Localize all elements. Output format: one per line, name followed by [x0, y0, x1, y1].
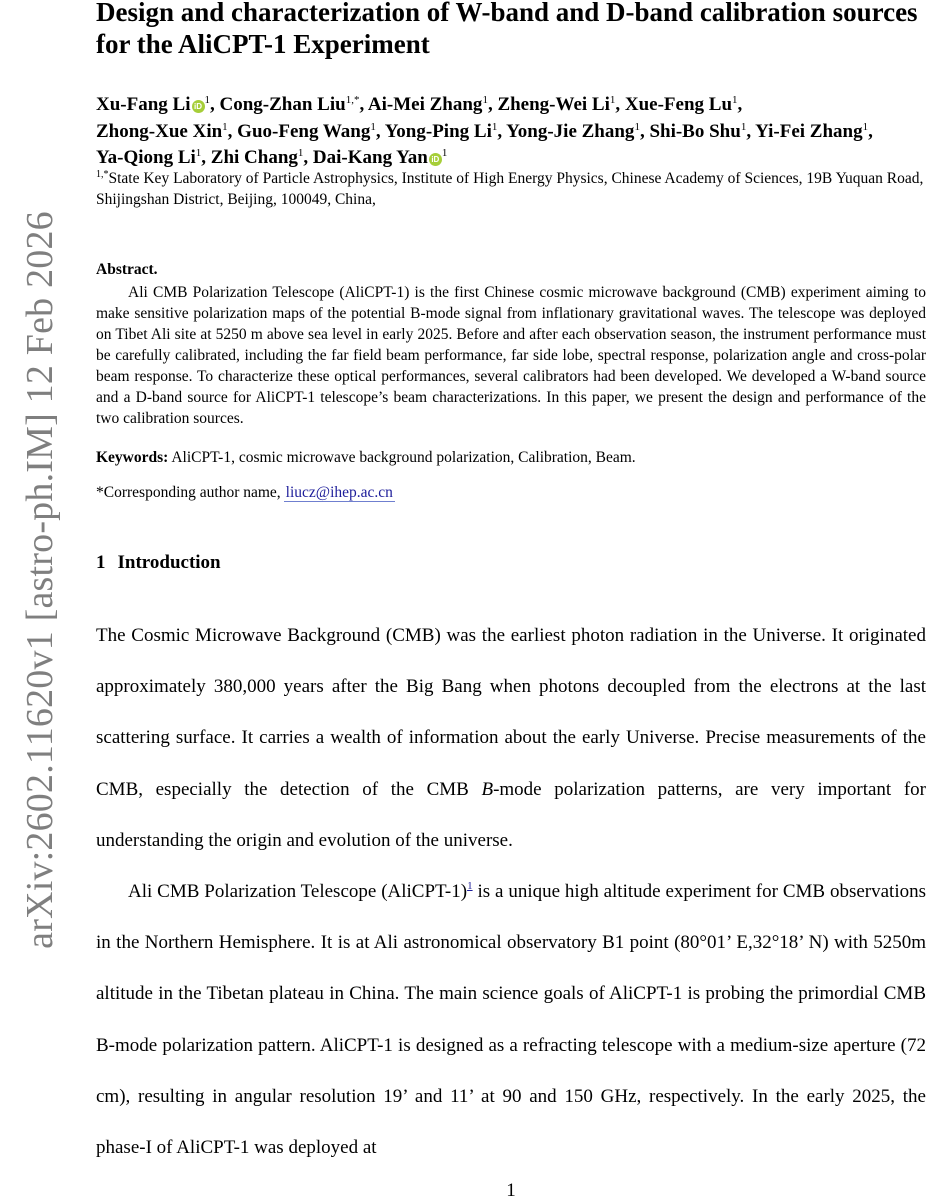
orcid-icon[interactable]: iD [192, 100, 205, 113]
affiliation-sup: 1,* [96, 169, 109, 180]
abstract-heading: Abstract. [96, 261, 158, 278]
author-affiliation-sup: 1 [609, 94, 616, 106]
author [96, 121, 228, 142]
paragraph-text: The Cosmic Microwave Background (CMB) was the earliest photon radiation in the Universe. It originated approximately 380,000 years after the Big Bang when photons decoupled from the electrons at the last scattering surface. It carries a wealth of information about the early Universe. Precise measurements of the CMB, especially the detection of the CMB [96, 625, 926, 800]
author [497, 94, 615, 115]
author-name: Dai-Kang Yan [312, 147, 428, 168]
author-name: Shi-Bo Shu [649, 120, 741, 142]
author-name: Guo-Feng Wang [237, 120, 371, 142]
author-name: Yong-Jie Zhang [506, 120, 635, 142]
arxiv-identifier-stamp: arXiv:2602.11620v1 [astro-ph.IM] 12 Feb 2026 [19, 211, 61, 949]
paragraph [96, 610, 926, 866]
author-affiliation-sup: 1 [441, 147, 448, 159]
paragraph-text: Ali CMB Polarization Telescope (AliCPT-1) [128, 881, 468, 903]
keywords-label: Keywords: [96, 449, 169, 466]
author-affiliation-sup: 1 [634, 120, 640, 133]
abstract-text: Ali CMB Polarization Telescope (AliCPT-1) is the first Chinese cosmic microwave background (CMB) experiment aiming to make sensitive polarization maps of the potential B-mode signal from inflationary gravitational waves. The telescope was deployed on Tibet Ali site at 5250 m above sea level in early 2025. Before and after each observation season, the instrument performance must be carefully calibrated, including the far field beam performance, far side lobe, spectral response, polarization angle and cross-polar beam response. To characterize these optical performances, several calibrators had been developed. We developed a W-band source and a D-band source for AliCPT-1 telescope’s beam characterizations. In this paper, we present the design and performance of the two calibration sources. [96, 284, 926, 427]
section-number: 1 [96, 552, 106, 573]
author-affiliation-sup: 1 [482, 94, 488, 106]
author [755, 121, 868, 142]
keywords-text: AliCPT-1, cosmic microwave background polarization, Calibration, Beam. [171, 449, 636, 466]
corresponding-author [96, 482, 926, 503]
author-name: Ya-Qiong Li [96, 147, 196, 168]
author-name: Zheng-Wei Li [497, 94, 610, 115]
section-title: Introduction [117, 552, 221, 573]
paragraph-text: -mode polarization patterns, are very important for understanding the origin and evolution of the universe. [96, 778, 926, 851]
author [220, 94, 360, 115]
author-affiliation-sup: 1 [740, 120, 747, 133]
author-name: Yong-Ping Li [384, 120, 492, 142]
page-number: 1 [506, 1180, 516, 1201]
corresponding-label: *Corresponding author name, [96, 484, 281, 501]
author-name: Zhong-Xue Xin [96, 120, 223, 142]
author-affiliation-sup: 1 [370, 120, 376, 133]
author [506, 121, 640, 142]
author-affiliation-sup: 1,* [345, 94, 360, 106]
paragraph-text: is a unique high altitude experiment for CMB observations in the Northern Hemisphere. It is at Ali astronomical observatory B1 point (80°01’ E,32°18’ N) with 5250m altitude in the Tibetan plateau in China. The main science goals of AliCPT-1 is probing the primordial CMB B-mode polarization pattern. AliCPT-1 is designed as a refracting telescope with a medium-size aperture (72 cm), resulting in angular resolution 19’ and 11’ at 90 and 150 GHz, respectively. In the early 2025, the phase-I of AliCPT-1 was deployed at [96, 881, 927, 1159]
author-affiliation-sup: 1 [222, 120, 228, 133]
author [368, 94, 488, 115]
paragraph-italic: B [481, 778, 494, 800]
author-name: Xue-Feng Lu [624, 94, 733, 115]
author [237, 121, 376, 142]
author [385, 121, 498, 142]
author-affiliation-sup: 1 [195, 147, 202, 159]
corresponding-email-link[interactable]: liucz@ihep.ac.cn [285, 484, 393, 501]
orcid-icon[interactable]: iD [429, 153, 442, 166]
author-affiliation-sup: 1 [491, 120, 498, 133]
author-list: Xu-Fang Li $iD^1$, Cong-Zhan Liu$^{1,*}$, Ai-Mei Zhang$^1$, Zheng-Wei Li$^1$, Xue-Feng Lu$^1$, Zhong-Xue Xin$^1$, Guo-Feng Wang$^1$, Yong-Ping Li$^1$, Yong-Jie Zhang$^1$, Shi-Bo Shu$^1$, Yi-Fei Zhang$^1$, Ya-Qiong Li$^1$, Zhi Chang$^1$, Dai-Kang Yan $iD^1$ [96, 94, 873, 168]
section-heading [96, 552, 221, 574]
paragraph [96, 866, 926, 1173]
author-name: Yi-Fei Zhang [755, 120, 863, 142]
author [96, 94, 210, 115]
body-text [96, 610, 926, 1173]
author-affiliation-sup: 1 [297, 147, 304, 159]
keywords [96, 447, 926, 468]
affiliation [96, 168, 926, 210]
author-name: Cong-Zhan Liu [219, 94, 346, 115]
author [96, 147, 201, 168]
author [211, 147, 304, 168]
author-name: Ai-Mei Zhang [367, 94, 483, 115]
author-name: Xu-Fang Li [96, 94, 191, 115]
author-affiliation-sup: 1 [732, 94, 738, 106]
author [649, 121, 746, 142]
paper-title: Design and characterization of W-band and D-band calibration sources for the AliCPT-1 Experiment [96, 0, 918, 59]
author-name: Zhi Chang [210, 147, 298, 168]
author-affiliation-sup: 1 [862, 120, 869, 133]
citation-link[interactable]: 1 [467, 880, 473, 893]
author [313, 147, 447, 168]
author-affiliation-sup: 1 [204, 94, 210, 106]
affiliation-text: State Key Laboratory of Particle Astrophysics, Institute of High Energy Physics, Chinese Academy of Sciences, 19B Yuquan Road, Shijingshan District, Beijing, 100049, China, [96, 170, 924, 208]
author [625, 94, 738, 115]
